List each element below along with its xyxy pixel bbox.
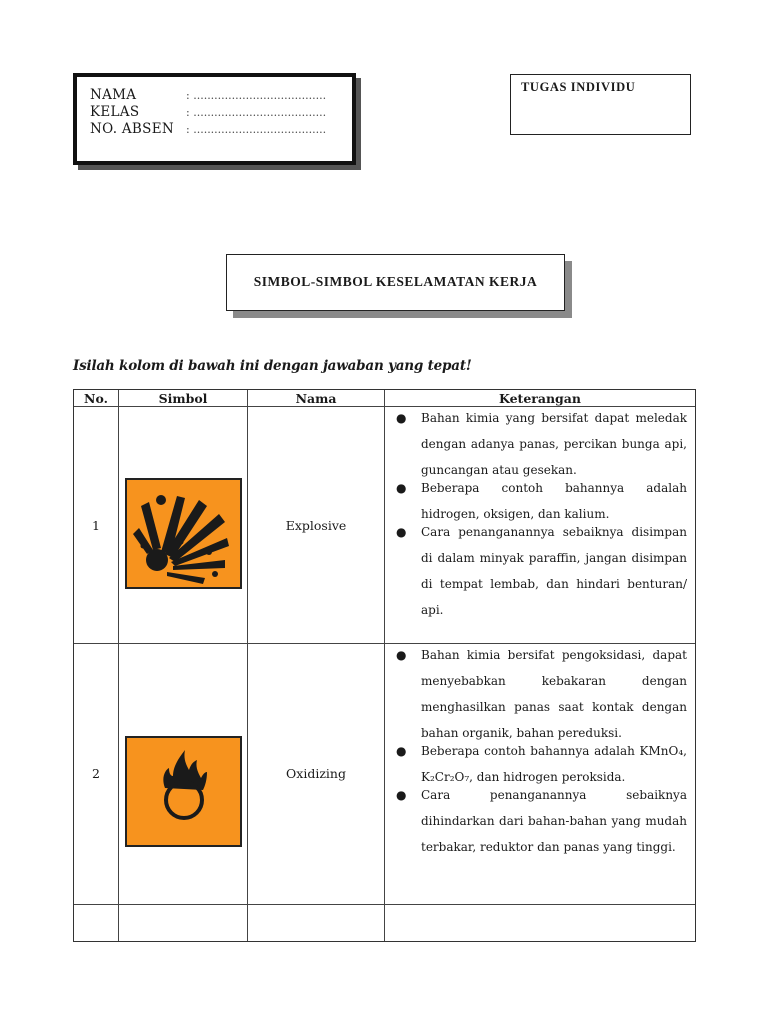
header-simbol: Simbol xyxy=(158,391,208,406)
row-1-number: 1 xyxy=(92,518,100,533)
description-item: ● Bahan kimia yang bersifat dapat meledak dengan adanya panas, percikan bunga api, guncangan atau gesekan. xyxy=(396,411,687,477)
row-1-name: Explosive xyxy=(285,518,347,533)
page-title: SIMBOL-SIMBOL KESELAMATAN KERJA xyxy=(253,274,538,289)
field-kelas[interactable] xyxy=(90,104,326,121)
hazard-symbol-table xyxy=(73,389,696,942)
field-blank[interactable]: : ...................................... xyxy=(186,123,327,136)
description-item: ● Cara penanganannya sebaiknya dihindarkan dari bahan-bahan yang mudah terbakar, reduktor dan panas yang tinggi. xyxy=(396,788,687,854)
field-label: NO. ABSEN xyxy=(90,121,174,137)
row-2-name: Oxidizing xyxy=(286,766,346,781)
column-divider xyxy=(118,390,119,941)
field-blank[interactable]: : ...................................... xyxy=(186,89,327,102)
header-nama: Nama xyxy=(295,391,337,406)
student-info-box xyxy=(73,73,356,165)
field-blank[interactable]: : ...................................... xyxy=(186,106,327,119)
header-keterangan: Keterangan xyxy=(499,391,581,406)
row-2-number: 2 xyxy=(92,766,100,781)
description-item: ● Beberapa contoh bahannya adalah KMnO₄, K₂Cr₂O₇, dan hidrogen peroksida. xyxy=(396,744,687,784)
oxidizing-hazard-icon xyxy=(125,736,242,847)
field-label: NAMA xyxy=(90,87,137,103)
field-nama[interactable] xyxy=(90,87,326,104)
row-1-description xyxy=(385,407,695,623)
header-no: No. xyxy=(84,391,108,406)
field-no-absen[interactable] xyxy=(90,121,326,138)
title-box xyxy=(226,254,565,311)
instruction-text: Isilah kolom di bawah ini dengan jawaban yang tepat! xyxy=(73,358,472,374)
task-type-box xyxy=(510,74,691,135)
task-label: TUGAS INDIVIDU xyxy=(521,80,636,94)
description-item: ● Bahan kimia bersifat pengoksidasi, dapat menyebabkan kebakaran dengan menghasilkan panas saat kontak dengan bahan organik, bahan pereduksi. xyxy=(396,648,687,740)
field-label: KELAS xyxy=(90,104,140,120)
explosive-hazard-icon xyxy=(125,478,242,589)
description-item: ● Cara penanganannya sebaiknya disimpan di dalam minyak paraffin, jangan disimpan di tempat lembab, dan hindari benturan/ api. xyxy=(396,525,687,617)
description-item: ● Beberapa contoh bahannya adalah hidrogen, oksigen, dan kalium. xyxy=(396,481,687,521)
row-divider xyxy=(74,904,695,905)
row-2-description xyxy=(385,642,695,860)
column-divider xyxy=(247,390,248,941)
